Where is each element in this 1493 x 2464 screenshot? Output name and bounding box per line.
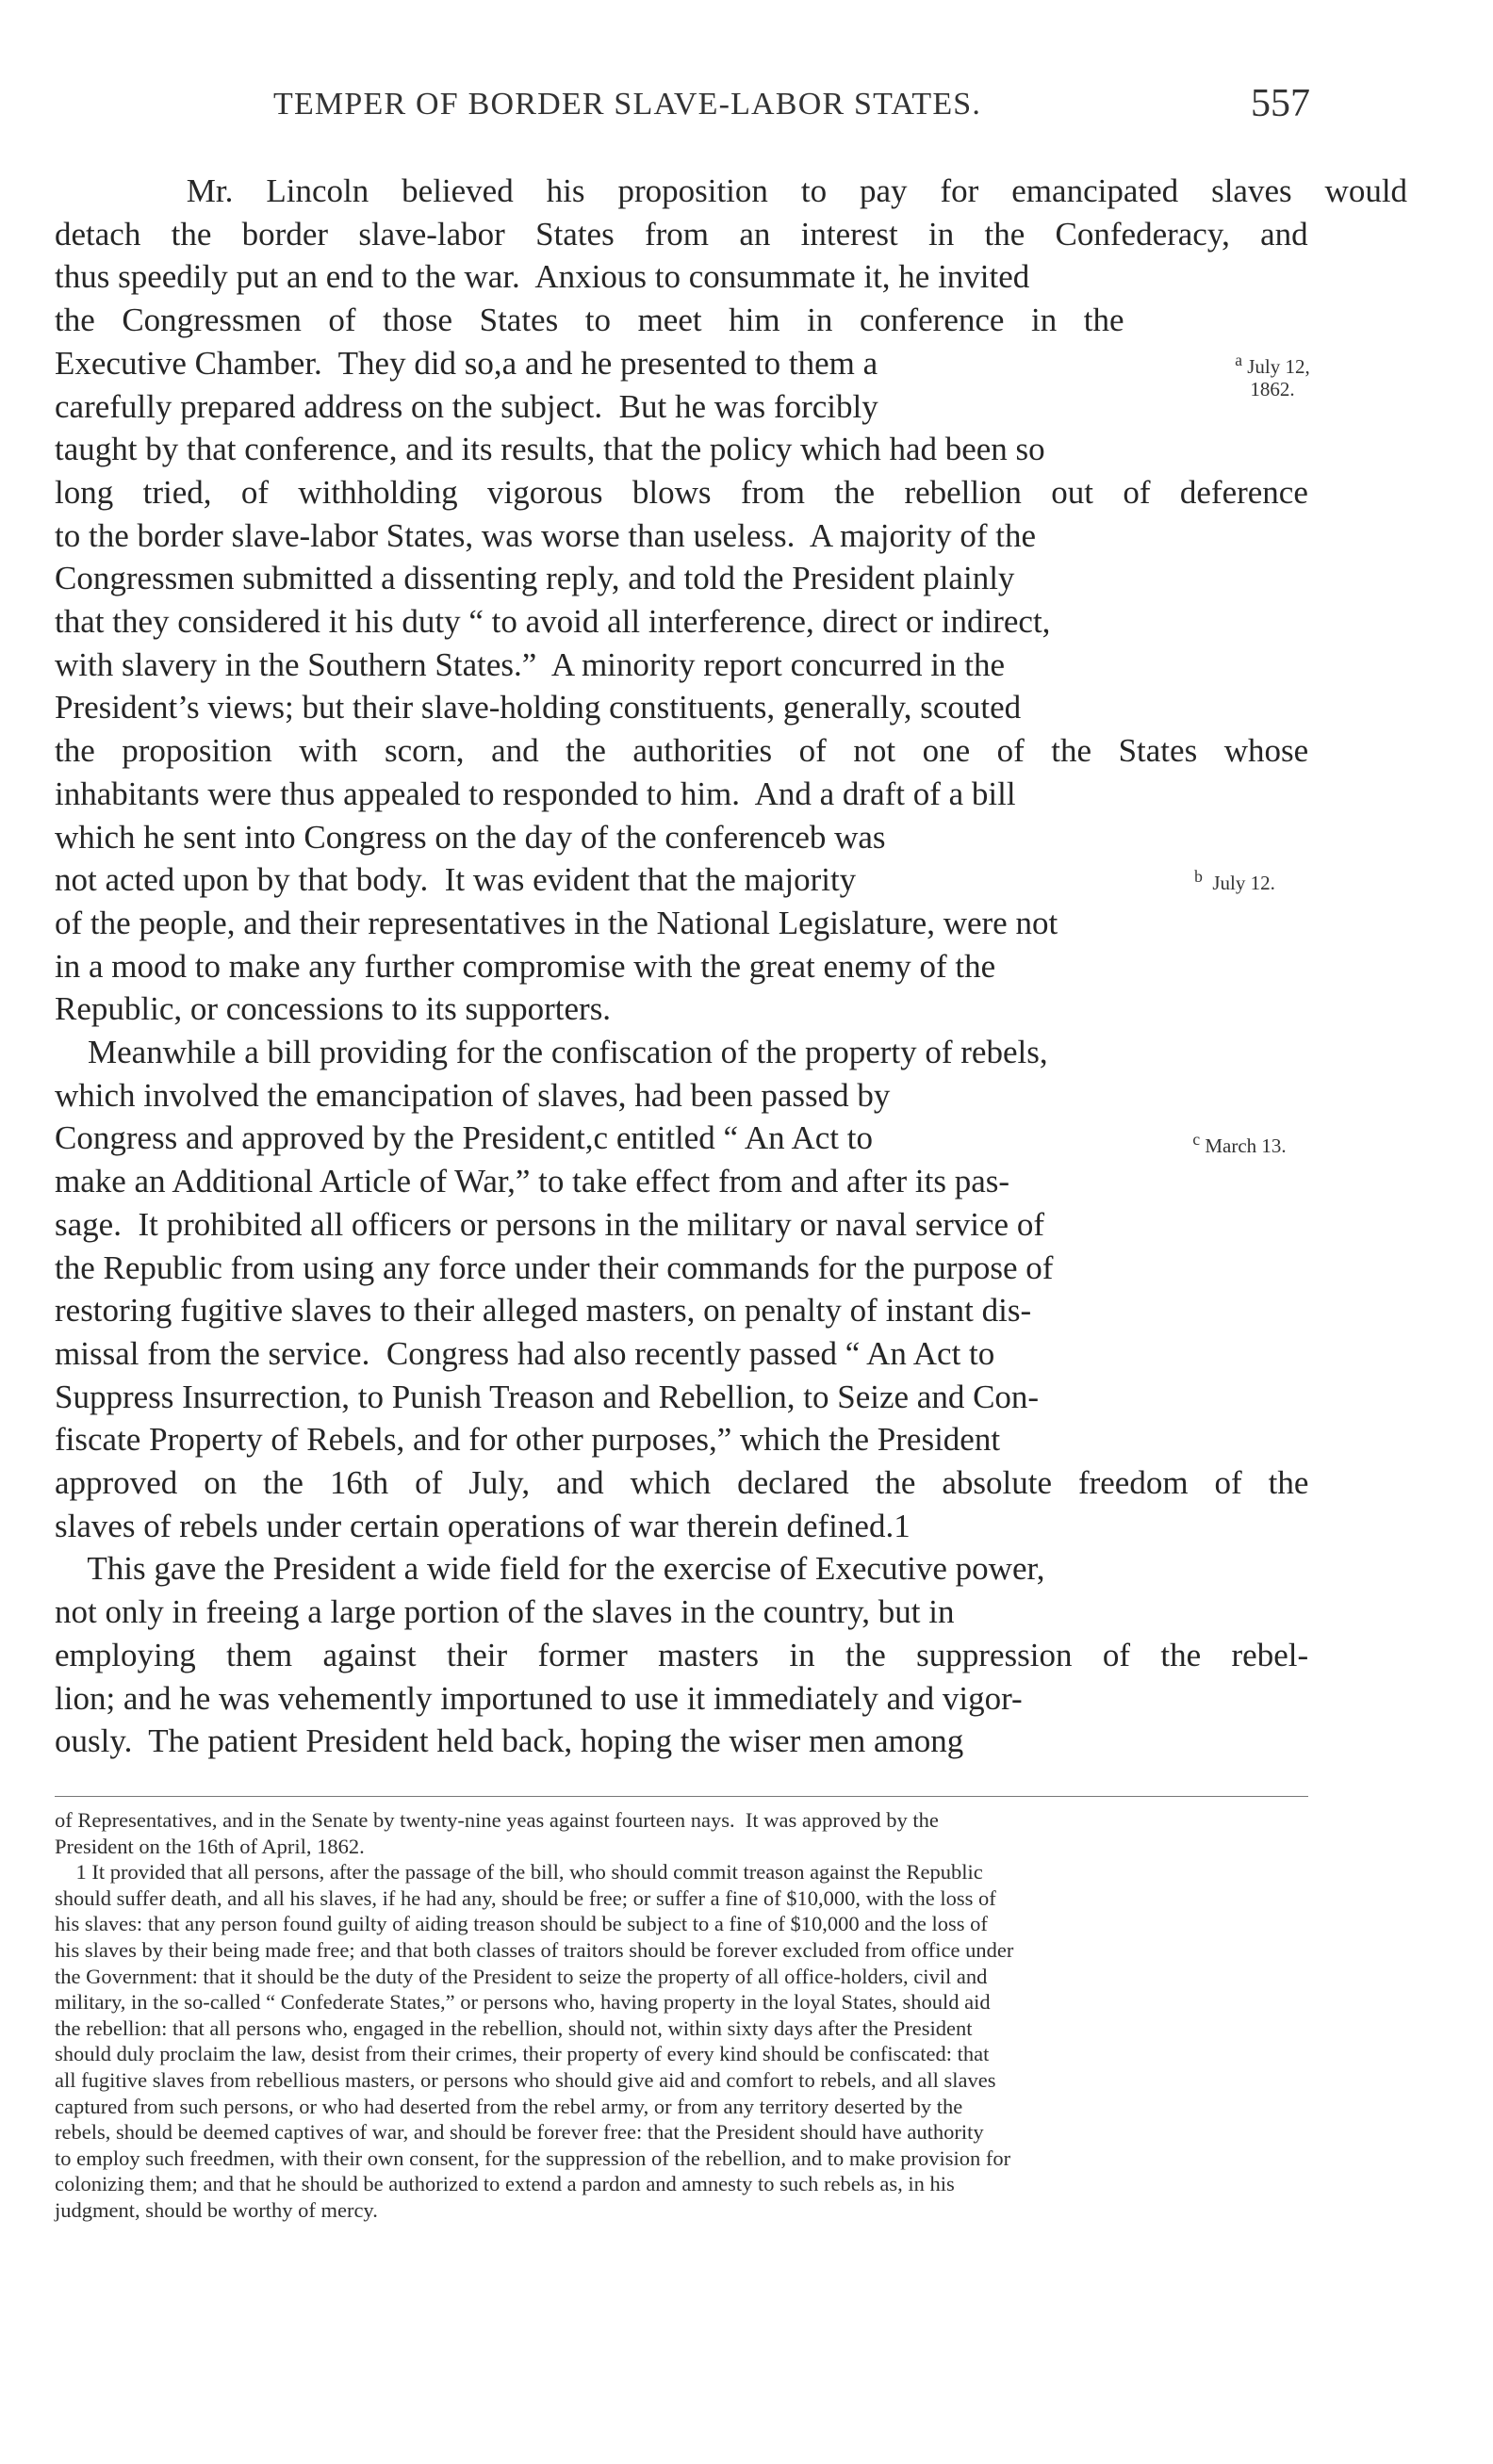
body-line: taught by that conference, and its results, that the policy which had been so <box>55 431 1045 468</box>
margin-note-c <box>1159 1128 1320 1157</box>
body-line: ously. The patient President held back, hoping the wiser men among <box>55 1722 964 1760</box>
body-line: Suppress Insurrection, to Punish Treason and Rebellion, to Seize and Con- <box>55 1378 1040 1415</box>
body-line: not only in freeing a large portion of the slaves in the country, but in <box>55 1593 955 1631</box>
body-line: fiscate Property of Rebels, and for other purposes,” which the President <box>55 1421 1001 1459</box>
body-line: which involved the emancipation of slaves, had been passed by <box>55 1076 891 1114</box>
body-line: with slavery in the Southern States.” A minority report concurred in the <box>55 645 1005 683</box>
body-line: to the border slave-labor States, was worse than useless. A majority of the <box>55 516 1037 554</box>
body-line: Congress and approved by the President,c entitled “ An Act to <box>55 1119 874 1157</box>
body-line: the proposition with scorn, and the authorities of not one of the States whose <box>55 732 1309 770</box>
body-line: missal from the service. Congress had also recently passed “ An Act to <box>55 1334 995 1372</box>
footnote-line: military, in the so-called “ Confederate States,” or persons who, having property in the loyal States, should aid <box>55 1990 991 2015</box>
body-line: the Congressmen of those States to meet him in conference in the <box>55 302 1124 339</box>
margin-note-date: July 12. <box>1212 872 1275 894</box>
footnote-line: his slaves by their being made free; and that both classes of traitors should be forever excluded from office under <box>55 1938 1014 1962</box>
footnote-line: the Government: that it should be the duty of the President to seize the property of all office-holders, civil and <box>55 1964 988 1988</box>
body-line: detach the border slave-labor States from an interest in the Confederacy, and <box>55 215 1308 253</box>
page-number: 557 <box>1251 82 1310 125</box>
margin-note-b <box>1155 865 1315 894</box>
body-line: thus speedily put an end to the war. Anxious to consummate it, he invited <box>55 258 1030 296</box>
body-line: slaves of rebels under certain operations of war therein defined.1 <box>55 1507 911 1544</box>
body-line: which he sent into Congress on the day of the conferenceb was <box>55 818 886 856</box>
footnote-line: to employ such freedmen, with their own consent, for the suppression of the rebellion, and to make provision for <box>55 2146 1011 2170</box>
footnote-line: rebels, should be deemed captives of war, and should be forever free: that the President should have authority <box>55 2120 984 2145</box>
running-head <box>57 82 1310 134</box>
body-line: in a mood to make any further compromise with the great enemy of the <box>55 947 996 985</box>
body-line: long tried, of withholding vigorous blows from the rebellion out of deference <box>55 473 1308 511</box>
body-line: employing them against their former masters in the suppression of the rebel- <box>55 1636 1309 1673</box>
body-line: Executive Chamber. They did so,a and he presented to them a <box>55 344 878 382</box>
footnote-line: President on the 16th of April, 1862. <box>55 1834 365 1858</box>
body-line: approved on the 16th of July, and which declared the absolute freedom of the <box>55 1464 1309 1501</box>
footnote-line: should suffer death, and all his slaves, if he had any, should be free; or suffer a fine of $10,000, with the loss of <box>55 1885 996 1910</box>
footnote-line: judgment, should be worthy of mercy. <box>55 2198 378 2222</box>
body-line: sage. It prohibited all officers or persons in the military or naval service of <box>55 1205 1044 1243</box>
body-line: not acted upon by that body. It was evident that the majority <box>55 861 857 899</box>
footnote-line: the rebellion: that all persons who, engaged in the rebellion, should not, within sixty days after the President <box>55 2015 973 2040</box>
margin-note-mark: a <box>1235 351 1242 369</box>
body-line: Meanwhile a bill providing for the confiscation of the property of rebels, <box>55 1034 1048 1070</box>
footnote-line: captured from such persons, or who had deserted from the rebel army, or from any territory deserted by the <box>55 2094 963 2118</box>
body-line: of the people, and their representatives in the National Legislature, were not <box>55 904 1058 941</box>
margin-note-date: July 12, <box>1247 355 1310 378</box>
body-line: that they considered it his duty “ to avoid all interference, direct or indirect, <box>55 603 1051 640</box>
body-line: This gave the President a wide field for the exercise of Executive power, <box>55 1550 1045 1588</box>
body-line: President’s views; but their slave-holding constituents, generally, scouted <box>55 689 1022 726</box>
footnote-line: colonizing them; and that he should be authorized to extend a pardon and amnesty to such rebels as, in his <box>55 2172 955 2196</box>
footnote-line: all fugitive slaves from rebellious masters, or persons who should give aid and comfort to rebels, and all slaves <box>55 2068 996 2092</box>
margin-note-date: March 13. <box>1205 1134 1287 1157</box>
margin-note-mark: b <box>1194 867 1203 886</box>
body-line: lion; and he was vehemently importuned to use it immediately and vigor- <box>55 1679 1023 1717</box>
footnote-line: his slaves: that any person found guilty of aiding treason should be subject to a fine of $10,000 and the loss of <box>55 1912 988 1936</box>
footnote-line: should duly proclaim the law, desist from their crimes, their property of every kind should be confiscated: that <box>55 2042 990 2066</box>
body-line: restoring fugitive slaves to their alleged masters, on penalty of instant dis- <box>55 1292 1032 1330</box>
body-line: carefully prepared address on the subject. But he was forcibly <box>55 387 878 425</box>
body-line: make an Additional Article of War,” to take effect from and after its pas- <box>55 1163 1010 1200</box>
footnote-line: 1 It provided that all persons, after the passage of the bill, who should commit treason against the Republic <box>55 1860 983 1885</box>
footnote-line: of Representatives, and in the Senate by twenty-nine yeas against fourteen nays. It was approved by the <box>55 1808 939 1832</box>
margin-note-a <box>1225 349 1320 400</box>
body-line: inhabitants were thus appealed to responded to him. And a draft of a bill <box>55 775 1016 812</box>
margin-note-year: 1862. <box>1250 378 1295 400</box>
running-title: TEMPER OF BORDER SLAVE-LABOR STATES. <box>273 87 982 122</box>
body-line: the Republic from using any force under their commands for the purpose of <box>55 1248 1054 1286</box>
footnote-divider <box>55 1796 1308 1797</box>
margin-note-mark: c <box>1192 1130 1201 1149</box>
body-line: Congressmen submitted a dissenting reply, and told the President plainly <box>55 560 1015 597</box>
body-line: Republic, or concessions to its supporters. <box>55 990 612 1028</box>
body-line: Mr. Lincoln believed his proposition to pay for emancipated slaves would <box>55 172 1408 209</box>
